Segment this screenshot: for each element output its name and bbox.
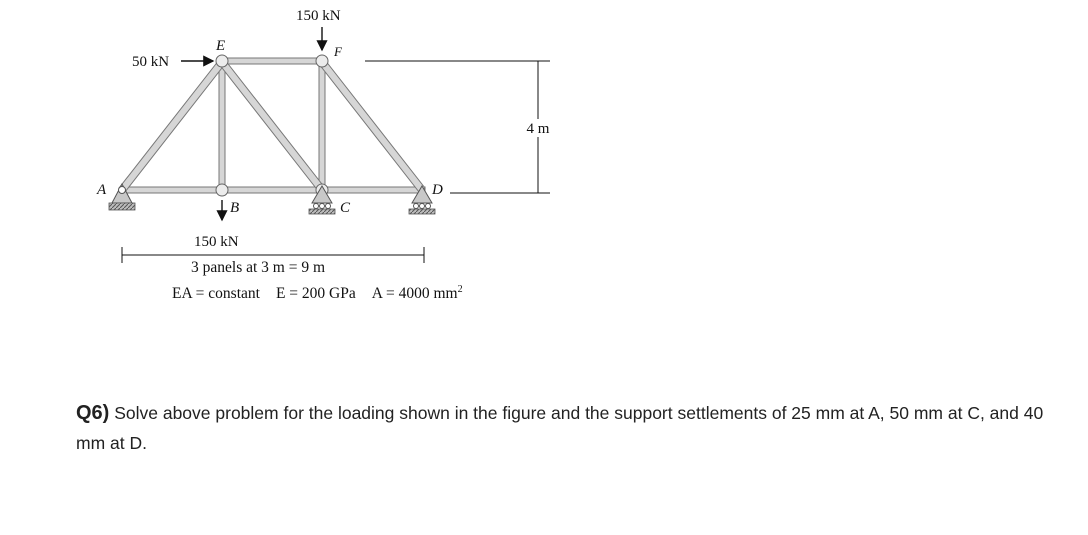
bottom-load-label: 150 kN [194,234,239,250]
member-eb [219,62,225,190]
side-load-label: 50 kN [132,54,170,70]
node-label-d: D [432,182,443,198]
node-label-b: B [230,200,240,216]
joint-b [216,184,228,196]
question-text: Solve above problem for the loading shown in the figure and the support settlements of 25 mm at A, 50 mm at C, and 40 mm at D. [76,403,1044,453]
member-top-chord [222,58,322,64]
a-label: A = 4000 mm [371,285,458,303]
joint-f [316,55,328,67]
node-label-c: C [340,200,351,216]
node-label-a: A [97,182,107,198]
member-bottom-chord [122,187,425,193]
a-exponent: 2 [457,284,463,295]
e-label: E = 200 GPa [275,285,356,303]
properties-line [172,284,463,303]
question [76,398,1066,458]
truss-members [119,58,425,193]
member-ae [119,60,225,192]
member-ec [219,60,325,192]
span-label: 3 panels at 3 m = 9 m [191,259,326,276]
height-dim-label: 4 m [526,121,550,137]
ea-label: EA = constant [172,285,260,303]
joint-e [216,55,228,67]
member-fc [319,62,325,190]
member-fd [319,60,425,192]
question-number: Q6) [76,402,110,424]
node-label-e: E [216,38,226,54]
node-label-f: F [334,44,342,59]
top-load-label: 150 kN [296,8,341,24]
